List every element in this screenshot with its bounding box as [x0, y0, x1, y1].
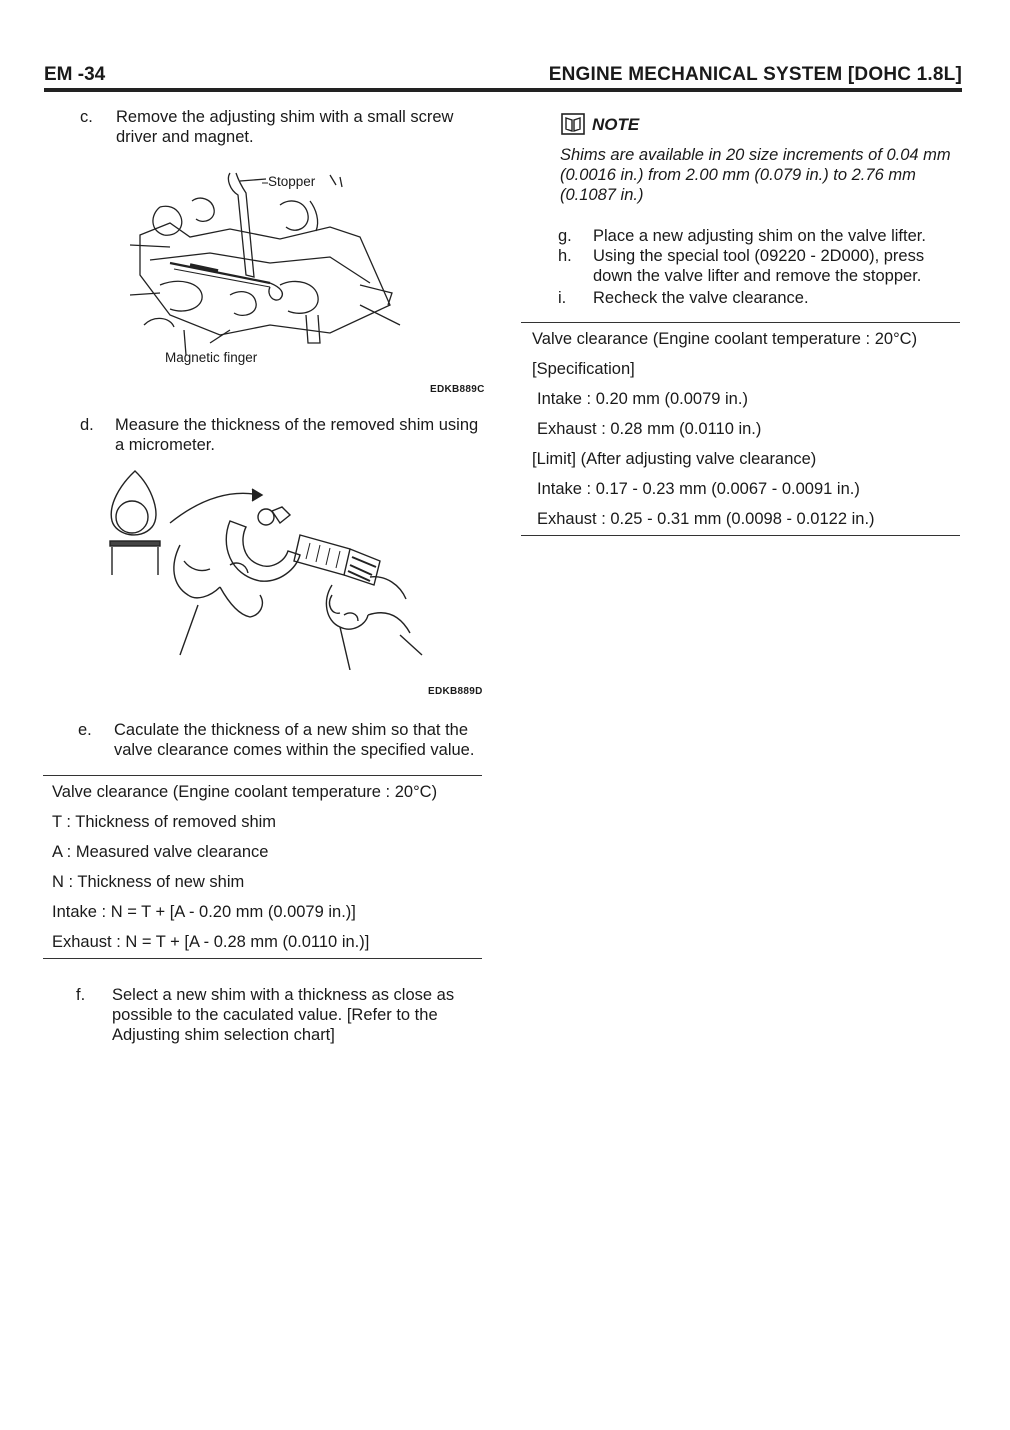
formula-row-4: N : Thickness of new shim — [52, 873, 245, 891]
header-rule — [44, 88, 962, 92]
step-c-text: Remove the adjusting shim with a small screw driver and magnet. — [116, 108, 454, 146]
step-d-label: d. — [80, 416, 94, 434]
step-d-text: Measure the thickness of the removed shim using a micrometer. — [115, 416, 479, 454]
figure-stopper-illustration — [130, 165, 430, 360]
figure1-code: EDKB889C — [430, 384, 485, 395]
figure1-label-stopper: Stopper — [268, 174, 316, 189]
formula-row-1: Valve clearance (Engine coolant temperature : 20°C) — [52, 783, 438, 801]
formula-row-5: Intake : N = T + [A - 0.20 mm (0.0079 in.)] — [52, 903, 356, 921]
step-h-text: Using the special tool (09220 - 2D000), press down the valve lifter and remove the stopper. — [593, 247, 925, 285]
step-i-text: Recheck the valve clearance. — [593, 289, 809, 307]
step-h-label: h. — [558, 247, 572, 265]
formula-row-6: Exhaust : N = T + [A - 0.28 mm (0.0110 in.)] — [52, 933, 370, 951]
spec-row-6: Intake : 0.17 - 0.23 mm (0.0067 - 0.0091 in.) — [537, 480, 860, 498]
step-i — [558, 288, 964, 310]
spec-row-5: [Limit] (After adjusting valve clearance) — [532, 450, 817, 468]
step-g — [558, 226, 964, 248]
page-number: EM -34 — [44, 64, 106, 85]
spec-row-3: Intake : 0.20 mm (0.0079 in.) — [537, 390, 748, 408]
figure-micrometer-illustration — [100, 465, 430, 670]
step-f-text: Select a new shim with a thickness as close as possible to the caculated value. [Refer to the Adjusting shim selection chart] — [112, 986, 455, 1044]
step-c-label: c. — [80, 108, 93, 126]
formula-row-2: T : Thickness of removed shim — [52, 813, 277, 831]
formula-row-3: A : Measured valve clearance — [52, 843, 269, 861]
spec-box — [521, 322, 960, 536]
step-h — [558, 246, 964, 288]
step-e — [78, 720, 490, 764]
note-text: Shims are available in 20 size increments of 0.04 mm (0.0016 in.) from 2.00 mm (0.079 in.) to 2.76 mm (0.1087 in.) — [560, 146, 951, 204]
step-i-label: i. — [558, 289, 567, 307]
figure2-code: EDKB889D — [428, 686, 483, 697]
step-e-text: Caculate the thickness of a new shim so that the valve clearance comes within the specified value. — [114, 721, 475, 759]
section-title: ENGINE MECHANICAL SYSTEM [DOHC 1.8L] — [548, 64, 962, 85]
spec-row-2: [Specification] — [532, 360, 635, 378]
note-book-icon — [561, 113, 585, 135]
note-title: NOTE — [592, 115, 640, 134]
step-f-label: f. — [76, 986, 86, 1004]
spec-row-7: Exhaust : 0.25 - 0.31 mm (0.0098 - 0.0122 in.) — [537, 510, 875, 528]
formula-box — [43, 775, 482, 959]
step-d — [80, 415, 490, 459]
step-c — [80, 107, 490, 151]
step-g-label: g. — [558, 227, 572, 245]
spec-row-4: Exhaust : 0.28 mm (0.0110 in.) — [537, 420, 762, 438]
step-g-text: Place a new adjusting shim on the valve lifter. — [593, 227, 926, 245]
spec-row-1: Valve clearance (Engine coolant temperature : 20°C) — [532, 330, 918, 348]
step-f — [76, 985, 488, 1049]
step-e-label: e. — [78, 721, 92, 739]
figure1-label-magnetic-finger: Magnetic finger — [165, 350, 258, 365]
